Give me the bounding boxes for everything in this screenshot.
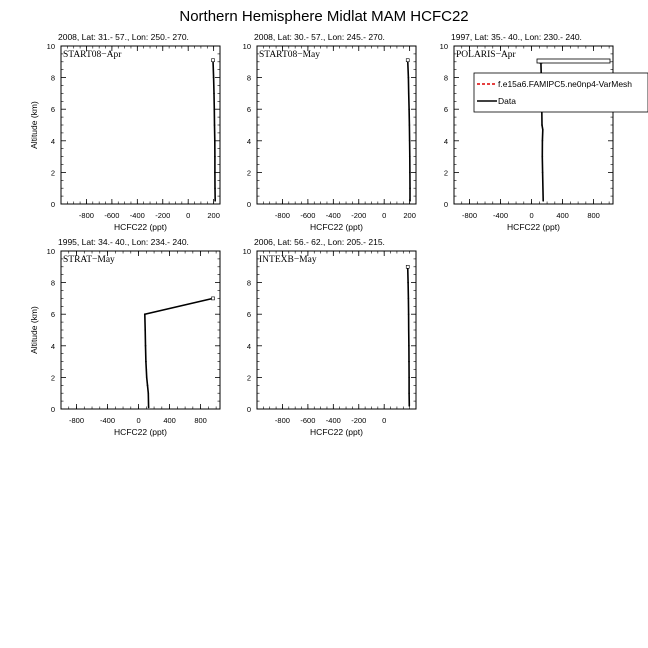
data-point [148,407,150,409]
y-tick-label: 10 [439,42,448,51]
x-axis-title: HCFC22 (ppt) [114,222,167,232]
data-point [409,187,411,189]
y-tick-label: 0 [246,200,251,209]
data-point [542,129,544,131]
data-point [214,187,216,189]
y-tick-label: 2 [50,373,55,383]
y-tick-label: 2 [443,168,448,178]
panel-header: 2008, Lat: 30.- 57., Lon: 245.- 270. [254,32,385,42]
data-point [408,93,410,95]
x-axis-title: HCFC22 (ppt) [114,427,167,437]
data-line [213,60,215,201]
data-point [542,200,544,202]
y-tick-label: 6 [246,310,251,320]
panel-4 [61,251,220,409]
panel-header: 1995, Lat: 34.- 40., Lon: 234.- 240. [58,237,189,247]
data-point [542,140,544,142]
plot-frame [257,251,416,409]
data-point [147,392,149,394]
x-tick-label: -600 [104,211,120,220]
plot-frame [61,251,220,409]
data-line [145,298,213,407]
page-title: Northern Hemisphere Midlat MAM HCFC22 [179,8,469,25]
plot-frame [61,46,220,204]
x-axis-title: HCFC22 (ppt) [310,427,363,437]
data-point [541,124,543,126]
data-point [408,108,410,110]
panel-label: STRAT−May [63,255,115,265]
panel-5 [257,251,416,409]
y-tick-label: 6 [50,310,55,320]
y-tick-label: 8 [246,278,251,288]
x-tick-label: -800 [274,211,290,220]
y-tick-label: 6 [50,105,55,115]
x-tick-label: 0 [382,416,387,425]
data-line [408,267,410,406]
y-tick-label: 10 [242,42,251,51]
data-point [407,282,409,284]
y-tick-label: 10 [242,247,251,256]
legend-title-box [537,59,610,63]
data-point [408,405,410,407]
x-tick-label: 200 [403,211,416,220]
data-point [408,392,410,394]
x-tick-label: -800 [78,211,94,220]
data-point [408,298,410,300]
y-tick-label: 2 [246,373,251,383]
x-tick-label: -600 [300,211,316,220]
x-tick-label: -800 [274,416,290,425]
y-tick-label: 4 [246,136,251,146]
panel-label: POLARIS−Apr [456,50,516,60]
data-point [409,200,411,202]
x-tick-label: 400 [163,416,176,425]
panel-label: START08−Apr [63,50,122,60]
y-tick-label: 0 [443,200,448,209]
data-line [408,60,410,201]
y-tick-label: 0 [50,405,55,414]
top-marker [406,265,409,268]
y-tick-label: 4 [50,341,55,351]
legend-label: f.e15a6.FAMIPC5.ne0np4-VarMesh [498,79,633,89]
x-tick-label: 0 [186,211,191,220]
x-axis-title: HCFC22 (ppt) [507,222,560,232]
data-point [146,377,148,379]
x-tick-label: -600 [300,416,316,425]
data-point [214,124,216,126]
y-tick-label: 0 [246,405,251,414]
data-point [408,313,410,315]
data-point [213,108,215,110]
y-tick-label: 2 [50,168,55,178]
data-point [145,361,147,363]
panel-header: 1997, Lat: 35.- 40., Lon: 230.- 240. [451,32,582,42]
data-point [213,77,215,79]
data-point [408,77,410,79]
y-tick-label: 8 [443,73,448,83]
x-axis-title: HCFC22 (ppt) [310,222,363,232]
panel-label: INTEXB−May [259,255,317,265]
x-tick-label: -800 [69,416,85,425]
panel-1 [61,46,220,204]
y-tick-label: 8 [246,73,251,83]
x-tick-label: -400 [129,211,145,220]
legend-label: Data [498,96,516,106]
top-marker [406,59,409,62]
data-point [409,124,411,126]
data-point [214,172,216,174]
x-tick-label: -400 [100,416,116,425]
x-tick-label: -200 [351,416,367,425]
x-tick-label: -400 [325,416,341,425]
y-tick-label: 10 [46,247,55,256]
data-point [408,345,410,347]
data-point [145,345,147,347]
y-axis-title: Altitude (km) [29,306,39,354]
y-tick-label: 6 [246,105,251,115]
data-point [409,172,411,174]
x-tick-label: 0 [136,416,141,425]
y-tick-label: 8 [50,278,55,288]
x-tick-label: -400 [493,211,509,220]
data-point [147,385,149,387]
x-tick-label: 200 [207,211,220,220]
data-point [213,93,215,95]
data-point [409,156,411,158]
y-tick-label: 4 [246,341,251,351]
data-point [146,369,148,371]
panel-3 [454,46,648,204]
x-tick-label: -200 [155,211,171,220]
plot-frame [454,46,613,204]
y-tick-label: 4 [443,136,448,146]
data-point [408,377,410,379]
data-point [408,329,410,331]
x-tick-label: 0 [382,211,387,220]
data-point [541,156,543,158]
panel-2 [257,46,416,204]
top-marker [212,297,215,300]
panel-header: 2008, Lat: 31.- 57., Lon: 250.- 270. [58,32,189,42]
data-point [214,200,216,202]
y-tick-label: 8 [50,73,55,83]
x-tick-label: -200 [351,211,367,220]
y-axis-title: Altitude (km) [29,101,39,149]
data-point [408,361,410,363]
y-tick-label: 2 [246,168,251,178]
panel-label: START08−May [259,50,321,60]
data-point [144,329,146,331]
y-tick-label: 4 [50,136,55,146]
plot-frame [257,46,416,204]
x-tick-label: 400 [556,211,569,220]
y-tick-label: 10 [46,42,55,51]
data-point [214,140,216,142]
x-tick-label: 800 [587,211,600,220]
data-point [409,140,411,142]
x-tick-label: 0 [529,211,534,220]
y-tick-label: 0 [50,200,55,209]
x-tick-label: -400 [325,211,341,220]
panel-header: 2006, Lat: 56.- 62., Lon: 205.- 215. [254,237,385,247]
data-point [144,313,146,315]
top-marker [212,59,215,62]
y-tick-label: 6 [443,105,448,115]
x-tick-label: -800 [462,211,478,220]
data-point [542,172,544,174]
data-point [214,156,216,158]
x-tick-label: 800 [194,416,207,425]
